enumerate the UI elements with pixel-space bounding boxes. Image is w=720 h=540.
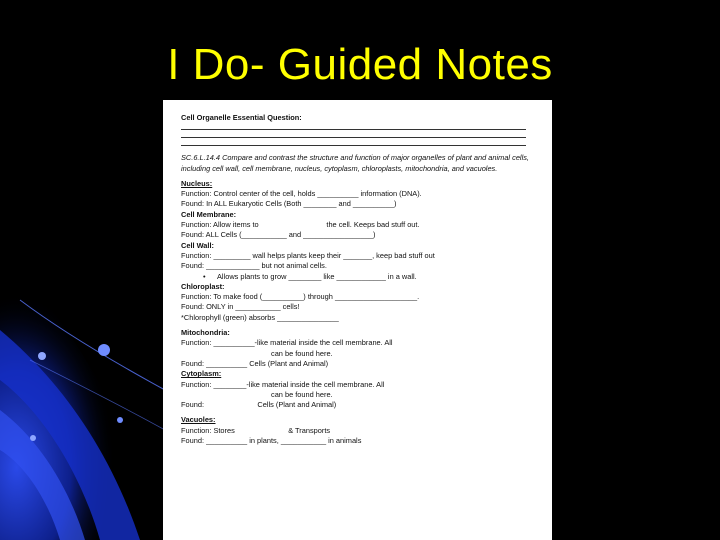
- bullet-text: Allows plants to grow ________ like ____________ in a wall.: [217, 271, 417, 281]
- section-heading: Cytoplasm:: [181, 369, 222, 379]
- answer-line: [181, 137, 526, 138]
- guided-notes-worksheet: [163, 100, 552, 540]
- section-line: Function: __________-like material inside the cell membrane. All: [181, 338, 393, 348]
- bullet-icon: •: [203, 271, 206, 281]
- section-line: Function: Control center of the cell, holds __________ information (DNA).: [181, 189, 422, 199]
- section-mitochondria: [181, 328, 533, 369]
- section-line: can be found here.: [271, 389, 333, 399]
- section-line: Found: _____________ but not animal cells.: [181, 261, 327, 271]
- section-cytoplasm: [181, 369, 533, 410]
- section-chloroplast: [181, 282, 533, 323]
- slide-title: I Do- Guided Notes: [167, 40, 553, 89]
- section-line: Found: Cells (Plant and Animal): [181, 400, 337, 410]
- section-line: Found: __________ in plants, ___________ in animals: [181, 436, 362, 446]
- section-line: Function: Allow items to the cell. Keeps bad stuff out.: [181, 220, 420, 230]
- section-line: Found: ALL Cells (___________ and _________________): [181, 230, 376, 240]
- section-heading: Vacuoles:: [181, 415, 216, 425]
- section-line: Function: Stores & Transports: [181, 425, 331, 435]
- section-line: Found: ONLY in ___________ cells!: [181, 302, 300, 312]
- section-line: Function: To make food (__________) through ____________________.: [181, 292, 420, 302]
- section-vacuoles: [181, 415, 533, 446]
- standard-text: SC.6.L.14.4 Compare and contrast the structure and function of major organelles of plant and animal cells, including cell wall, cell membrane, nucleus, cytoplasm, chloroplasts, mitochondria, and vacuoles.: [181, 153, 529, 173]
- section-cell-wall: [181, 241, 533, 282]
- section-heading: Nucleus:: [181, 178, 213, 188]
- section-cell-membrane: [181, 210, 533, 241]
- bullet-item: [181, 272, 533, 282]
- answer-line: [181, 145, 526, 146]
- essential-question-heading: Cell Organelle Essential Question:: [181, 113, 302, 122]
- section-line: Found: __________ Cells (Plant and Animal): [181, 358, 329, 368]
- section-line: *Chlorophyll (green) absorbs _______________: [181, 312, 339, 322]
- section-line: Function: ________-like material inside the cell membrane. All: [181, 379, 385, 389]
- section-nucleus: [181, 179, 533, 210]
- section-line: Found: In ALL Eukaryotic Cells (Both ________ and __________): [181, 199, 397, 209]
- section-heading: Mitochondria:: [181, 328, 230, 338]
- section-heading: Cell Membrane:: [181, 209, 237, 219]
- section-line: can be found here.: [271, 348, 333, 358]
- answer-line: [181, 129, 526, 130]
- section-line: Function: _________ wall helps plants keep their _______, keep bad stuff out: [181, 250, 435, 260]
- section-heading: Chloroplast:: [181, 281, 225, 291]
- section-heading: Cell Wall:: [181, 240, 214, 250]
